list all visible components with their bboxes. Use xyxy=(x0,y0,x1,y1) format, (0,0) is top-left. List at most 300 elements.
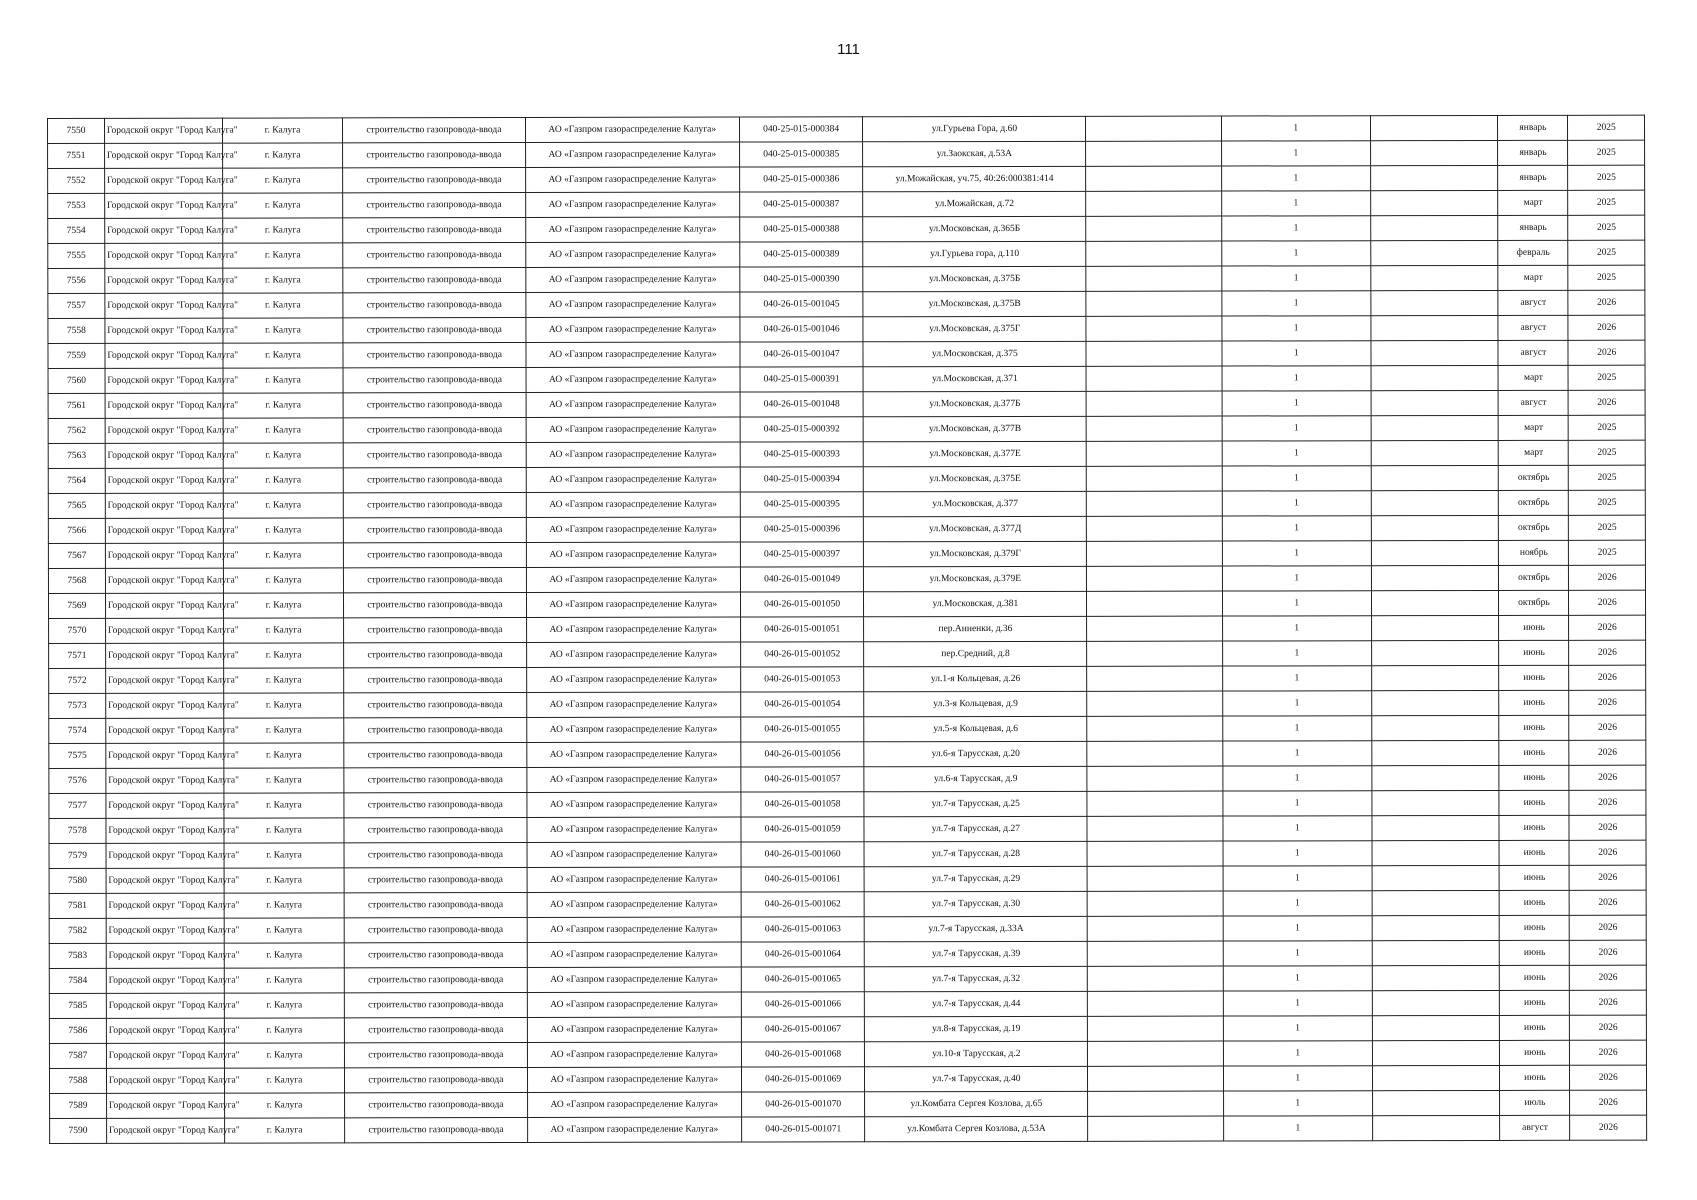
organization: АО «Газпром газораспределение Калуга» xyxy=(526,442,740,467)
locality: г. Калуга xyxy=(223,243,343,268)
locality: г. Калуга xyxy=(224,1018,344,1043)
empty-cell-8 xyxy=(1086,141,1222,166)
address: ул.Московская, д.377Е xyxy=(864,441,1087,466)
municipality: Городской округ "Город Калуга" xyxy=(105,643,223,668)
municipality: Городской округ "Город Калуга" xyxy=(105,568,223,593)
organization: АО «Газпром газораспределение Калуга» xyxy=(525,117,739,142)
table-row xyxy=(48,415,1645,443)
empty-cell-10 xyxy=(1370,240,1498,265)
year: 2025 xyxy=(1569,465,1646,490)
year: 2025 xyxy=(1568,115,1645,140)
locality: г. Калуга xyxy=(222,168,342,193)
locality: г. Калуга xyxy=(224,1118,344,1143)
empty-cell-10 xyxy=(1370,140,1498,165)
work-type: строительство газопровода-ввода xyxy=(344,592,527,617)
year: 2026 xyxy=(1570,1090,1647,1115)
work-type: строительство газопровода-ввода xyxy=(344,892,527,917)
quantity: 1 xyxy=(1223,1116,1372,1141)
table-row xyxy=(48,515,1645,543)
month: октябрь xyxy=(1499,465,1569,490)
quantity: 1 xyxy=(1223,1016,1372,1041)
empty-cell-8 xyxy=(1087,516,1223,541)
table-row xyxy=(48,215,1645,243)
empty-cell-10 xyxy=(1371,340,1499,365)
address: ул.Заокская, д.53А xyxy=(863,141,1086,166)
object-code: 040-26-015-001060 xyxy=(741,842,865,867)
organization: АО «Газпром газораспределение Калуга» xyxy=(527,892,741,917)
row-number: 7550 xyxy=(48,118,105,143)
locality: г. Калуга xyxy=(224,743,344,768)
work-type: строительство газопровода-ввода xyxy=(345,1042,528,1067)
table-row xyxy=(49,640,1646,668)
address: ул.Московская, д.381 xyxy=(864,591,1087,616)
work-type: строительство газопровода-ввода xyxy=(343,267,526,292)
address: пер.Средний, д.8 xyxy=(864,641,1087,666)
table-row xyxy=(49,815,1646,843)
address: ул.Гурьева гора, д.110 xyxy=(863,241,1086,266)
object-code: 040-25-015-000396 xyxy=(740,517,864,542)
row-number: 7555 xyxy=(48,243,105,268)
month: январь xyxy=(1498,165,1568,190)
empty-cell-8 xyxy=(1086,291,1222,316)
month: август xyxy=(1500,1115,1570,1140)
address: ул.Московская, д.377 xyxy=(864,491,1087,516)
table-row xyxy=(48,440,1645,468)
municipality: Городской округ "Город Калуга" xyxy=(105,243,223,268)
address: ул.Московская, д.375В xyxy=(863,291,1086,316)
address: ул.Комбата Сергея Козлова, д.65 xyxy=(865,1091,1088,1116)
work-type: строительство газопровода-ввода xyxy=(344,817,527,842)
work-type: строительство газопровода-ввода xyxy=(343,492,526,517)
organization: АО «Газпром газораспределение Калуга» xyxy=(525,242,739,267)
year: 2026 xyxy=(1570,890,1647,915)
work-type: строительство газопровода-ввода xyxy=(343,317,526,342)
empty-cell-10 xyxy=(1371,515,1499,540)
locality: г. Калуга xyxy=(224,1043,344,1068)
month: февраль xyxy=(1498,240,1568,265)
municipality: Городской округ "Город Калуга" xyxy=(106,1018,224,1043)
empty-cell-8 xyxy=(1086,266,1222,291)
quantity: 1 xyxy=(1223,816,1372,841)
month: июнь xyxy=(1499,615,1569,640)
empty-cell-8 xyxy=(1086,166,1222,191)
address: ул.Московская, д.375Е xyxy=(864,466,1087,491)
organization: АО «Газпром газораспределение Калуга» xyxy=(527,767,741,792)
organization: АО «Газпром газораспределение Калуга» xyxy=(526,317,740,342)
address: ул.7-я Тарусская, д.33А xyxy=(865,916,1088,941)
row-number: 7552 xyxy=(48,168,105,193)
quantity: 1 xyxy=(1223,891,1372,916)
quantity: 1 xyxy=(1223,916,1372,941)
object-code: 040-26-015-001052 xyxy=(740,642,864,667)
object-code: 040-26-015-001045 xyxy=(740,292,864,317)
work-type: строительство газопровода-ввода xyxy=(343,442,526,467)
empty-cell-10 xyxy=(1370,215,1498,240)
locality: г. Калуга xyxy=(224,843,344,868)
work-type: строительство газопровода-ввода xyxy=(344,717,527,742)
table-row xyxy=(49,1015,1646,1043)
municipality: Городской округ "Город Калуга" xyxy=(104,193,222,218)
address: ул.Московская, д.377Д xyxy=(864,516,1087,541)
quantity: 1 xyxy=(1223,666,1372,691)
month: июнь xyxy=(1499,765,1569,790)
empty-cell-8 xyxy=(1087,616,1223,641)
object-code: 040-26-015-001070 xyxy=(741,1092,865,1117)
month: июнь xyxy=(1500,865,1570,890)
quantity: 1 xyxy=(1223,766,1372,791)
row-number: 7569 xyxy=(48,593,105,618)
month: июнь xyxy=(1500,890,1570,915)
empty-cell-8 xyxy=(1087,541,1223,566)
row-number: 7558 xyxy=(48,318,105,343)
quantity: 1 xyxy=(1222,266,1371,291)
empty-cell-8 xyxy=(1088,966,1224,991)
organization: АО «Газпром газораспределение Калуга» xyxy=(527,1117,741,1142)
row-number: 7577 xyxy=(49,793,106,818)
year: 2026 xyxy=(1569,690,1646,715)
table-row xyxy=(50,1090,1647,1118)
empty-cell-10 xyxy=(1370,165,1498,190)
work-type: строительство газопровода-ввода xyxy=(345,1092,528,1117)
table-row xyxy=(48,265,1645,293)
month: июнь xyxy=(1499,815,1569,840)
address: ул.Московская, д.365Б xyxy=(863,216,1086,241)
object-code: 040-26-015-001059 xyxy=(741,817,865,842)
organization: АО «Газпром газораспределение Калуга» xyxy=(526,667,740,692)
object-code: 040-26-015-001048 xyxy=(740,392,864,417)
organization: АО «Газпром газораспределение Калуга» xyxy=(527,1067,741,1092)
month: март xyxy=(1498,190,1568,215)
quantity: 1 xyxy=(1223,741,1372,766)
locality: г. Калуга xyxy=(223,293,343,318)
row-number: 7586 xyxy=(49,1018,106,1043)
work-type: строительство газопровода-ввода xyxy=(343,417,526,442)
object-code: 040-25-015-000392 xyxy=(740,417,864,442)
work-type: строительство газопровода-ввода xyxy=(344,792,527,817)
empty-cell-10 xyxy=(1372,865,1500,890)
address: ул.Московская, д.377Б xyxy=(863,391,1086,416)
work-type: строительство газопровода-ввода xyxy=(343,392,526,417)
quantity: 1 xyxy=(1222,191,1371,216)
year: 2026 xyxy=(1569,865,1646,890)
locality: г. Калуга xyxy=(223,543,343,568)
municipality: Городской округ "Город Калуга" xyxy=(105,618,223,643)
table-row xyxy=(49,1065,1646,1093)
object-code: 040-25-015-000387 xyxy=(740,192,864,217)
quantity: 1 xyxy=(1222,591,1371,616)
year: 2025 xyxy=(1569,415,1646,440)
month: июнь xyxy=(1499,790,1569,815)
row-number: 7554 xyxy=(48,218,105,243)
work-type: строительство газопровода-ввода xyxy=(344,867,527,892)
year: 2026 xyxy=(1568,340,1645,365)
object-code: 040-25-015-000391 xyxy=(740,367,864,392)
quantity: 1 xyxy=(1223,1091,1372,1116)
table-row xyxy=(50,1115,1647,1143)
address: ул.7-я Тарусская, д.25 xyxy=(864,791,1087,816)
object-code: 040-26-015-001054 xyxy=(741,692,865,717)
municipality: Городской округ "Город Калуга" xyxy=(106,1068,224,1093)
month: июль xyxy=(1500,1090,1570,1115)
address: ул.7-я Тарусская, д.32 xyxy=(865,966,1088,991)
quantity: 1 xyxy=(1222,166,1371,191)
object-code: 040-25-015-000388 xyxy=(740,217,864,242)
table-row xyxy=(49,665,1646,693)
work-type: строительство газопровода-ввода xyxy=(344,967,527,992)
empty-cell-8 xyxy=(1088,991,1224,1016)
empty-cell-10 xyxy=(1371,715,1499,740)
municipality: Городской округ "Город Калуга" xyxy=(105,468,223,493)
year: 2026 xyxy=(1568,315,1645,340)
locality: г. Калуга xyxy=(224,943,344,968)
year: 2026 xyxy=(1570,915,1647,940)
quantity: 1 xyxy=(1222,516,1371,541)
address: ул.7-я Тарусская, д.30 xyxy=(865,891,1088,916)
locality: г. Калуга xyxy=(223,218,343,243)
municipality: Городской округ "Город Калуга" xyxy=(105,318,223,343)
organization: АО «Газпром газораспределение Калуга» xyxy=(525,267,739,292)
row-number: 7589 xyxy=(50,1093,107,1118)
object-code: 040-25-015-000390 xyxy=(740,267,864,292)
year: 2025 xyxy=(1569,490,1646,515)
month: январь xyxy=(1498,215,1568,240)
quantity: 1 xyxy=(1223,866,1372,891)
municipality: Городской округ "Город Калуга" xyxy=(105,218,223,243)
year: 2026 xyxy=(1569,715,1646,740)
work-type: строительство газопровода-ввода xyxy=(343,367,526,392)
empty-cell-8 xyxy=(1087,566,1223,591)
work-type: строительство газопровода-ввода xyxy=(343,517,526,542)
address: ул.7-я Тарусская, д.28 xyxy=(864,841,1087,866)
month: июнь xyxy=(1500,965,1570,990)
locality: г. Калуга xyxy=(224,993,344,1018)
organization: АО «Газпром газораспределение Калуга» xyxy=(525,167,739,192)
object-code: 040-26-015-001063 xyxy=(741,917,865,942)
year: 2026 xyxy=(1570,1115,1647,1140)
empty-cell-10 xyxy=(1371,440,1499,465)
year: 2025 xyxy=(1568,215,1645,240)
work-type: строительство газопровода-ввода xyxy=(344,692,527,717)
organization: АО «Газпром газораспределение Калуга» xyxy=(525,192,739,217)
work-type: строительство газопровода-ввода xyxy=(344,617,527,642)
locality: г. Калуга xyxy=(223,443,343,468)
month: июнь xyxy=(1499,690,1569,715)
municipality: Городской округ "Город Калуга" xyxy=(106,768,224,793)
table-row xyxy=(48,340,1645,368)
object-code: 040-26-015-001047 xyxy=(740,342,864,367)
year: 2026 xyxy=(1569,590,1646,615)
address: ул.Комбата Сергея Козлова, д.53А xyxy=(865,1116,1088,1141)
quantity: 1 xyxy=(1221,116,1370,141)
organization: АО «Газпром газораспределение Калуга» xyxy=(525,217,739,242)
month: июнь xyxy=(1499,665,1569,690)
table-row xyxy=(48,115,1645,143)
table-row xyxy=(49,840,1646,868)
locality: г. Калуга xyxy=(223,643,343,668)
row-number: 7562 xyxy=(48,418,105,443)
organization: АО «Газпром газораспределение Калуга» xyxy=(526,517,740,542)
address: ул.1-я Кольцевая, д.26 xyxy=(864,666,1087,691)
locality: г. Калуга xyxy=(224,968,344,993)
locality: г. Калуга xyxy=(222,143,342,168)
row-number: 7581 xyxy=(49,893,106,918)
locality: г. Калуга xyxy=(224,918,344,943)
empty-cell-10 xyxy=(1372,890,1500,915)
empty-cell-8 xyxy=(1086,191,1222,216)
quantity: 1 xyxy=(1222,566,1371,591)
quantity: 1 xyxy=(1222,541,1371,566)
table-row xyxy=(49,865,1646,893)
row-number: 7556 xyxy=(48,268,105,293)
municipality: Городской округ "Город Калуга" xyxy=(106,993,224,1018)
address: ул.Московская, д.375 xyxy=(863,341,1086,366)
empty-cell-8 xyxy=(1087,716,1223,741)
address: ул.Московская, д.379Г xyxy=(864,541,1087,566)
table-row xyxy=(48,490,1645,518)
empty-cell-10 xyxy=(1371,390,1499,415)
quantity: 1 xyxy=(1222,616,1371,641)
quantity: 1 xyxy=(1223,716,1372,741)
address: ул.3-я Кольцевая, д.9 xyxy=(864,691,1087,716)
municipality: Городской округ "Город Калуга" xyxy=(105,668,223,693)
work-type: строительство газопровода-ввода xyxy=(343,117,526,142)
empty-cell-8 xyxy=(1086,241,1222,266)
month: июнь xyxy=(1499,715,1569,740)
quantity: 1 xyxy=(1223,1041,1372,1066)
empty-cell-10 xyxy=(1372,1090,1500,1115)
table-row xyxy=(49,965,1646,993)
month: июнь xyxy=(1500,940,1570,965)
object-code: 040-26-015-001067 xyxy=(741,1017,865,1042)
empty-cell-10 xyxy=(1372,1040,1500,1065)
empty-cell-10 xyxy=(1371,615,1499,640)
object-code: 040-26-015-001064 xyxy=(741,942,865,967)
organization: АО «Газпром газораспределение Калуга» xyxy=(526,717,740,742)
municipality: Городской округ "Город Калуга" xyxy=(106,1043,224,1068)
year: 2026 xyxy=(1570,940,1647,965)
empty-cell-10 xyxy=(1371,540,1499,565)
empty-cell-8 xyxy=(1088,1041,1224,1066)
row-number: 7568 xyxy=(48,568,105,593)
quantity: 1 xyxy=(1223,1066,1372,1091)
month: июнь xyxy=(1499,840,1569,865)
row-number: 7584 xyxy=(49,968,106,993)
organization: АО «Газпром газораспределение Калуга» xyxy=(527,1092,741,1117)
work-type: строительство газопровода-ввода xyxy=(343,217,526,242)
object-code: 040-25-015-000394 xyxy=(740,467,864,492)
municipality: Городской округ "Город Калуга" xyxy=(106,893,224,918)
empty-cell-10 xyxy=(1371,415,1499,440)
organization: АО «Газпром газораспределение Калуга» xyxy=(525,142,739,167)
object-code: 040-26-015-001046 xyxy=(740,317,864,342)
address: ул.10-я Тарусская, д.2 xyxy=(865,1041,1088,1066)
empty-cell-10 xyxy=(1371,465,1499,490)
year: 2025 xyxy=(1569,540,1646,565)
object-code: 040-25-015-000385 xyxy=(739,142,863,167)
locality: г. Калуга xyxy=(223,418,343,443)
empty-cell-8 xyxy=(1087,866,1223,891)
address: ул.Московская, д.375Г xyxy=(863,316,1086,341)
locality: г. Калуга xyxy=(223,343,343,368)
row-number: 7583 xyxy=(49,943,106,968)
object-code: 040-25-015-000393 xyxy=(740,442,864,467)
table-row xyxy=(48,190,1645,218)
table-row xyxy=(48,240,1645,268)
municipality: Городской округ "Город Калуга" xyxy=(105,368,223,393)
object-code: 040-25-015-000384 xyxy=(739,117,863,142)
row-number: 7565 xyxy=(48,493,105,518)
organization: АО «Газпром газораспределение Калуга» xyxy=(527,942,741,967)
work-type: строительство газопровода-ввода xyxy=(344,567,527,592)
work-type: строительство газопровода-ввода xyxy=(344,1017,527,1042)
empty-cell-8 xyxy=(1087,666,1223,691)
organization: АО «Газпром газораспределение Калуга» xyxy=(527,817,741,842)
work-type: строительство газопровода-ввода xyxy=(344,742,527,767)
empty-cell-10 xyxy=(1371,490,1499,515)
row-number: 7572 xyxy=(49,668,106,693)
year: 2026 xyxy=(1570,1065,1647,1090)
page-number: 111 xyxy=(837,41,860,58)
locality: г. Калуга xyxy=(223,318,343,343)
locality: г. Калуга xyxy=(223,493,343,518)
object-code: 040-26-015-001056 xyxy=(741,742,865,767)
empty-cell-8 xyxy=(1087,766,1223,791)
municipality: Городской округ "Город Калуга" xyxy=(106,918,224,943)
year: 2025 xyxy=(1568,165,1645,190)
month: октябрь xyxy=(1499,590,1569,615)
year: 2025 xyxy=(1568,190,1645,215)
work-type: строительство газопровода-ввода xyxy=(345,1117,528,1142)
table-row xyxy=(48,315,1645,343)
month: август xyxy=(1499,390,1569,415)
organization: АО «Газпром газораспределение Калуга» xyxy=(526,642,740,667)
object-code: 040-26-015-001053 xyxy=(741,667,865,692)
empty-cell-8 xyxy=(1088,916,1224,941)
locality: г. Калуга xyxy=(224,1068,344,1093)
organization: АО «Газпром газораспределение Калуга» xyxy=(526,617,740,642)
empty-cell-8 xyxy=(1086,316,1222,341)
locality: г. Калуга xyxy=(223,368,343,393)
organization: АО «Газпром газораспределение Калуга» xyxy=(526,592,740,617)
locality: г. Калуга xyxy=(223,468,343,493)
year: 2026 xyxy=(1569,565,1646,590)
address: ул.6-я Тарусская, д.20 xyxy=(864,741,1087,766)
quantity: 1 xyxy=(1222,341,1371,366)
register-body xyxy=(48,115,1647,1143)
month: август xyxy=(1498,340,1568,365)
organization: АО «Газпром газораспределение Калуга» xyxy=(526,417,740,442)
municipality: Городской округ "Город Калуга" xyxy=(106,1118,224,1143)
address: ул.8-я Тарусская, д.19 xyxy=(865,1016,1088,1041)
quantity: 1 xyxy=(1222,291,1371,316)
object-code: 040-25-015-000386 xyxy=(739,167,863,192)
quantity: 1 xyxy=(1222,416,1371,441)
work-type: строительство газопровода-ввода xyxy=(343,192,526,217)
year: 2026 xyxy=(1569,740,1646,765)
year: 2026 xyxy=(1568,390,1645,415)
row-number: 7551 xyxy=(48,143,105,168)
organization: АО «Газпром газораспределение Калуга» xyxy=(526,492,740,517)
municipality: Городской округ "Город Калуга" xyxy=(105,343,223,368)
locality: г. Калуга xyxy=(223,568,343,593)
quantity: 1 xyxy=(1223,941,1372,966)
empty-cell-10 xyxy=(1370,265,1498,290)
locality: г. Калуга xyxy=(224,893,344,918)
work-type: строительство газопровода-ввода xyxy=(343,467,526,492)
organization: АО «Газпром газораспределение Калуга» xyxy=(526,467,740,492)
quantity: 1 xyxy=(1222,316,1371,341)
quantity: 1 xyxy=(1223,641,1372,666)
